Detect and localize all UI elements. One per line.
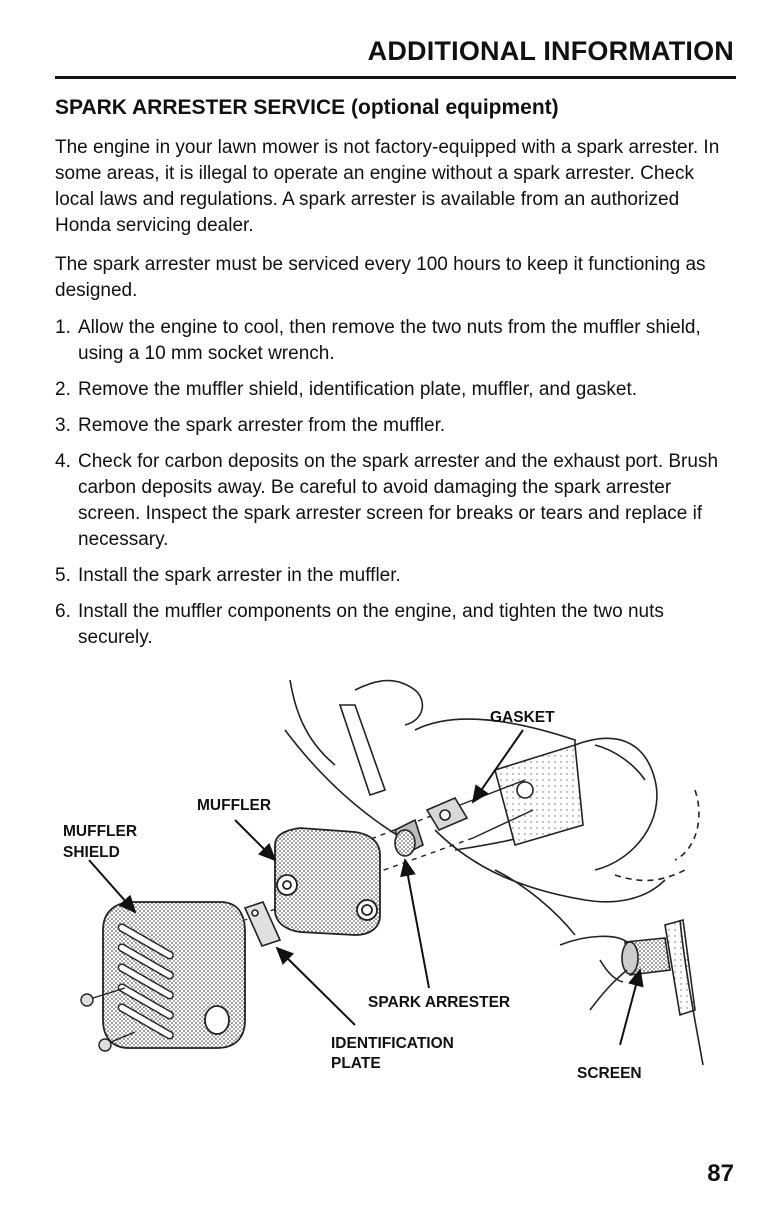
step-number: 5. [55,565,71,586]
label-muffler-shield: MUFFLER [63,823,138,840]
step-text: Remove the spark arrester from the muffler. [78,415,446,436]
step-number: 2. [55,379,71,400]
step-text: Remove the muffler shield, identification plate, muffler, and gasket. [78,379,638,400]
step-number: 4. [55,451,71,472]
muffler-part [275,828,380,935]
label-gasket: GASKET [490,709,555,726]
label-identification-plate: PLATE [331,1055,381,1072]
label-screen: SCREEN [577,1065,642,1082]
section-header-title: ADDITIONAL INFORMATION [367,36,734,66]
step-item [55,563,735,589]
step-item [55,413,735,439]
step-number: 6. [55,601,71,622]
step-number: 1. [55,317,71,338]
step-item [55,315,735,367]
engine-bracket [495,745,583,845]
label-spark-arrester: SPARK ARRESTER [368,994,511,1011]
step-item [55,449,735,553]
spark-arrester-part [395,820,423,856]
step-text: Check for carbon deposits on the spark arrester and the exhaust port. Brush carbon deposits away. Be careful to avoid damaging the spark arrester screen. Inspect the spark arrester screen for breaks or tears and replace if necessary. [78,451,719,550]
service-interval-paragraph: The spark arrester must be serviced every 100 hours to keep it functioning as designed. [55,254,706,301]
page-number: 87 [707,1160,734,1187]
label-muffler-shield: SHIELD [63,844,120,861]
page-title: SPARK ARRESTER SERVICE (optional equipment) [55,96,559,119]
label-identification-plate: IDENTIFICATION [331,1035,454,1052]
step-item [55,599,735,651]
procedure-steps [55,315,735,661]
step-item [55,377,735,403]
label-muffler: MUFFLER [197,797,272,814]
gasket-part [427,798,467,830]
step-text: Install the muffler components on the engine, and tighten the two nuts securely. [78,601,664,648]
step-text: Allow the engine to cool, then remove the two nuts from the muffler shield, using a 10 mm socket wrench. [78,317,701,364]
step-text: Install the spark arrester in the muffler. [78,565,401,586]
intro-paragraph: The engine in your lawn mower is not factory-equipped with a spark arrester. In some areas, it is illegal to operate an engine without a spark arrester. Check local laws and regulations. A spark arrester is available from an authorized Honda servicing dealer. [55,137,720,236]
muffler-shield-part [103,902,245,1048]
screen-inset [560,920,703,1065]
step-number: 3. [55,415,71,436]
header-divider [55,76,736,79]
spark-arrester-diagram [55,670,735,1100]
